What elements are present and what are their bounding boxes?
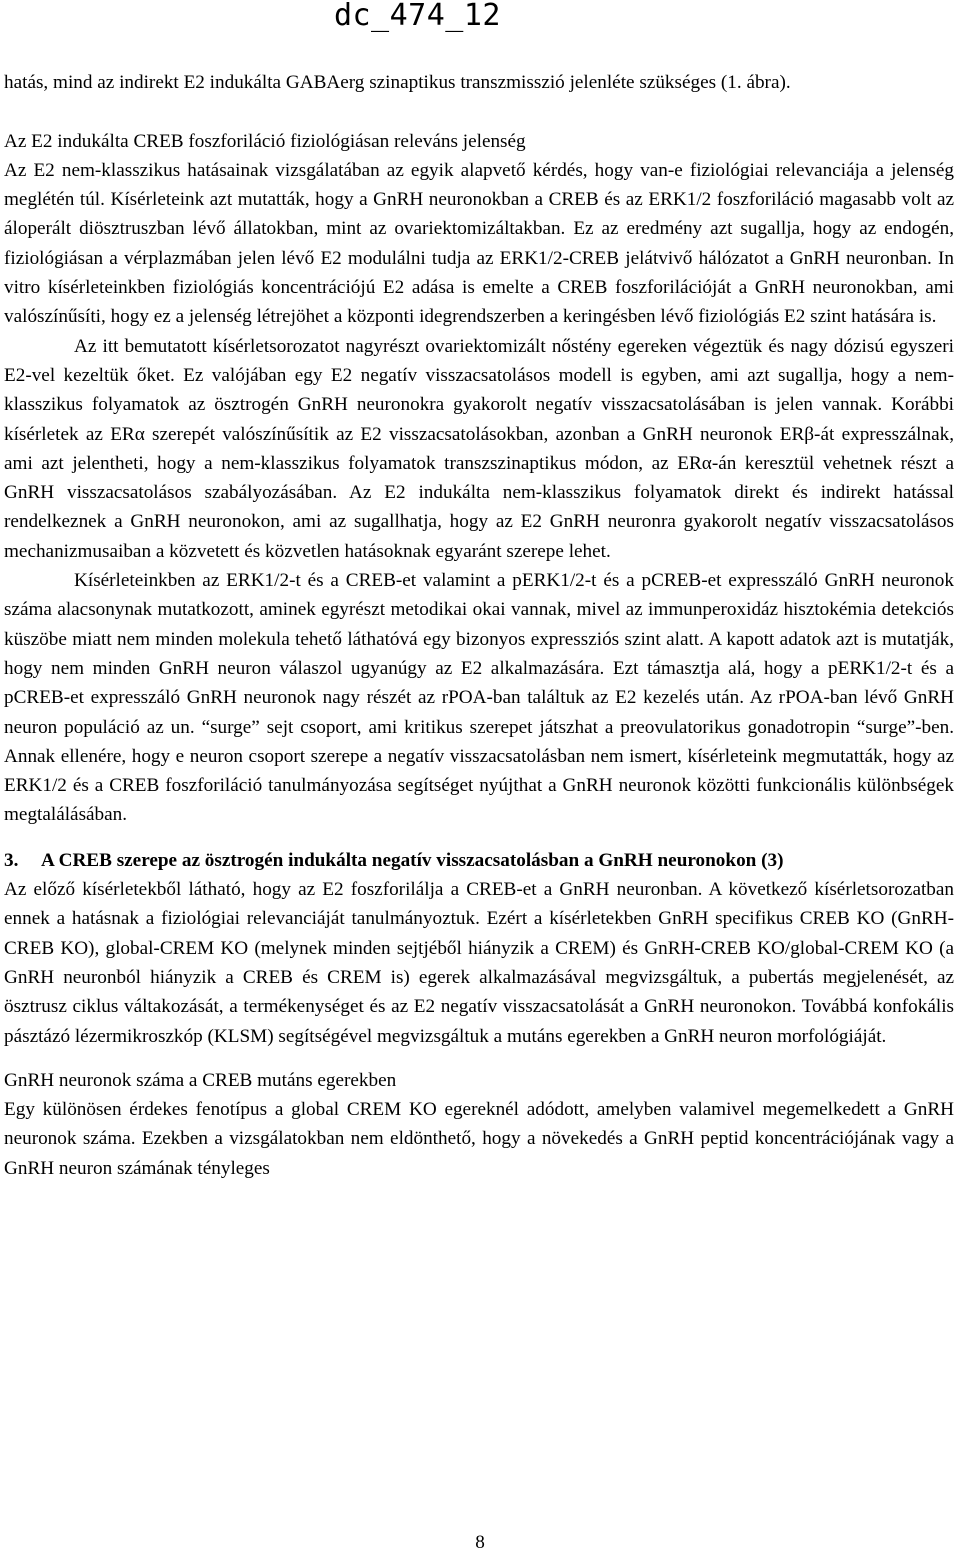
paragraph-relevance: Az E2 nem-klasszikus hatásainak vizsgálatában az egyik alapvető kérdés, hogy van-e fiziológiai relevanciája a jelenség meglétén túl. Kísérleteink azt mutatták, hogy a GnRH neuronokban a CREB és az ERK1/2 foszforiláció magasabb volt az áloperált diösztruszban lévő állatokban, mint az ovariektomizáltakban. Ez az eredmény azt sugallja, hogy az endogén, fiziológiásan a vérplazmában jelen lévő E2 modulálni tudja az ERK1/2-CREB jelátvivő hálózatot a GnRH neuronban. In vitro kísérleteinkben fiziológiás koncentrációjú E2 adása is emelte a CREB foszforilációját a GnRH neuronokban, ami valószínűsíti, hogy ez a jelenség létrejöhet a központi idegrendszerben a keringésben lévő fiziológiás E2 szint hatására is. xyxy=(4,159,954,328)
paragraph-experiments: Az előző kísérletekből látható, hogy az E2 foszforilálja a CREB-et a GnRH neuronban. A következő kísérletsorozatban ennek a hatásnak a fiziológiai relevanciáját tanulmányoztuk. Ezért a kísérletekben GnRH specifikus CREB KO (GnRH-CREB KO), global-CREM KO (melynek minden sejtjéből hiányzik a CREM) és GnRH-CREB KO/global-CREM KO (a GnRH neuronból hiányzik a CREB és CREM is) egerek alkalmazásával megvizsgáltuk, a pubertás megjelenését, az ösztrusz ciklus váltakozását, a termékenységet és az E2 negatív visszacsatolását a GnRH neuronokon. Továbbá konfokális pásztázó lézermikroszkóp (KLSM) segítségével megvizsgáltuk a mutáns egerekben a GnRH neuron morfológiáját. xyxy=(4,879,954,1047)
page-body xyxy=(4,68,954,1183)
paragraph-intro: hatás, mind az indirekt E2 indukálta GABAerg szinaptikus transzmisszió jelenléte szükséges (1. ábra). xyxy=(4,72,791,93)
paragraph-phenotype: Egy különösen érdekes fenotípus a global CREM KO egereknél adódott, amelyben valamivel megemelkedett a GnRH neuronok száma. Ezekben a vizsgálatokban nem eldönthető, hogy a növekedés a GnRH peptid koncentrációjának vagy a GnRH neuron számának tényleges xyxy=(4,1099,954,1179)
paragraph-spacer xyxy=(4,97,954,126)
spacer xyxy=(4,1051,954,1066)
section-number: 3. xyxy=(4,849,19,871)
paragraph-negative-feedback: Az itt bemutatott kísérletsorozatot nagyrészt ovariektomizált nőstény egereken végeztük és nagy dózisú egyszeri E2-vel kezeltük őket. Ez valójában egy E2 negatív visszacsatolásos modell is egyben, ami azt sugallja, hogy a nem-klasszikus folyamatok az ösztrogén GnRH neuronokra gyakorolt negatív visszacsatolásában is jelen vannak. Korábbi kísérletek az ERα szerepét valószínűsítik az E2 visszacsatolásokban, azonban a GnRH neuronok ERβ-át expresszálnak, ami azt jelentheti, hogy a nem-klasszikus folyamatok transzszinaptikus módon, az ERα-án keresztül vehetnek részt a GnRH visszacsatolásos szabályozásában. Az E2 indukálta nem-klasszikus folyamatok direkt és indirekt hatással rendelkeznek a GnRH neuronokon, ami az sugallhatja, hogy az E2 GnRH neuronra gyakorolt negatív visszacsatolásos mechanizmusaiban a közvetett és közvetlen hatásoknak egyaránt szerepe lehet. xyxy=(4,335,954,562)
document-id: dc_474_12 xyxy=(333,0,501,33)
paragraph-erk-creb: Kísérleteinkben az ERK1/2-t és a CREB-et valamint a pERK1/2-t és a pCREB-et expresszáló GnRH neuronok száma alacsonynak mutatkozott, aminek egyrészt metodikai okai vannak, mivel az immunperoxidáz hisztokémia detekciós küszöbe miatt nem minden molekula tehető láthatóvá egy bizonyos expressziós szint alatt. A kapott adatok azt is mutatják, hogy nem minden GnRH neuron válaszol ugyanúgy az E2 alkalmazására. Ezt támasztja alá, hogy a pERK1/2-t és a pCREB-et expresszáló GnRH neuronok nagy részét az rPOA-ban találtuk az E2 kezelés után. Az rPOA-ban lévő GnRH neuron populáció az un. “surge” sejt csoport, ami kritikus szerepet játszhat a preovulatorikus gonadotropin “surge”-ben. Annak ellenére, hogy e neuron csoport szerepe a negatív visszacsatolásban nem ismert, kísérleteink megmutatták, hogy az ERK1/2 és a CREB foszforiláció tanulmányozása segítséget nyújthat a GnRH neuronok közötti funkcionális különbségek megtalálásában. xyxy=(4,570,954,826)
section-heading xyxy=(4,846,954,875)
section-title: A CREB szerepe az ösztrogén indukálta negatív visszacsatolásban a GnRH neuronokon (3) xyxy=(41,849,784,871)
subheading-physiological: Az E2 indukálta CREB foszforiláció fiziológiásan releváns jelenség xyxy=(4,130,526,152)
subheading-neuron-count: GnRH neuronok száma a CREB mutáns egerekben xyxy=(4,1069,397,1091)
page-number: 8 xyxy=(475,1532,485,1553)
